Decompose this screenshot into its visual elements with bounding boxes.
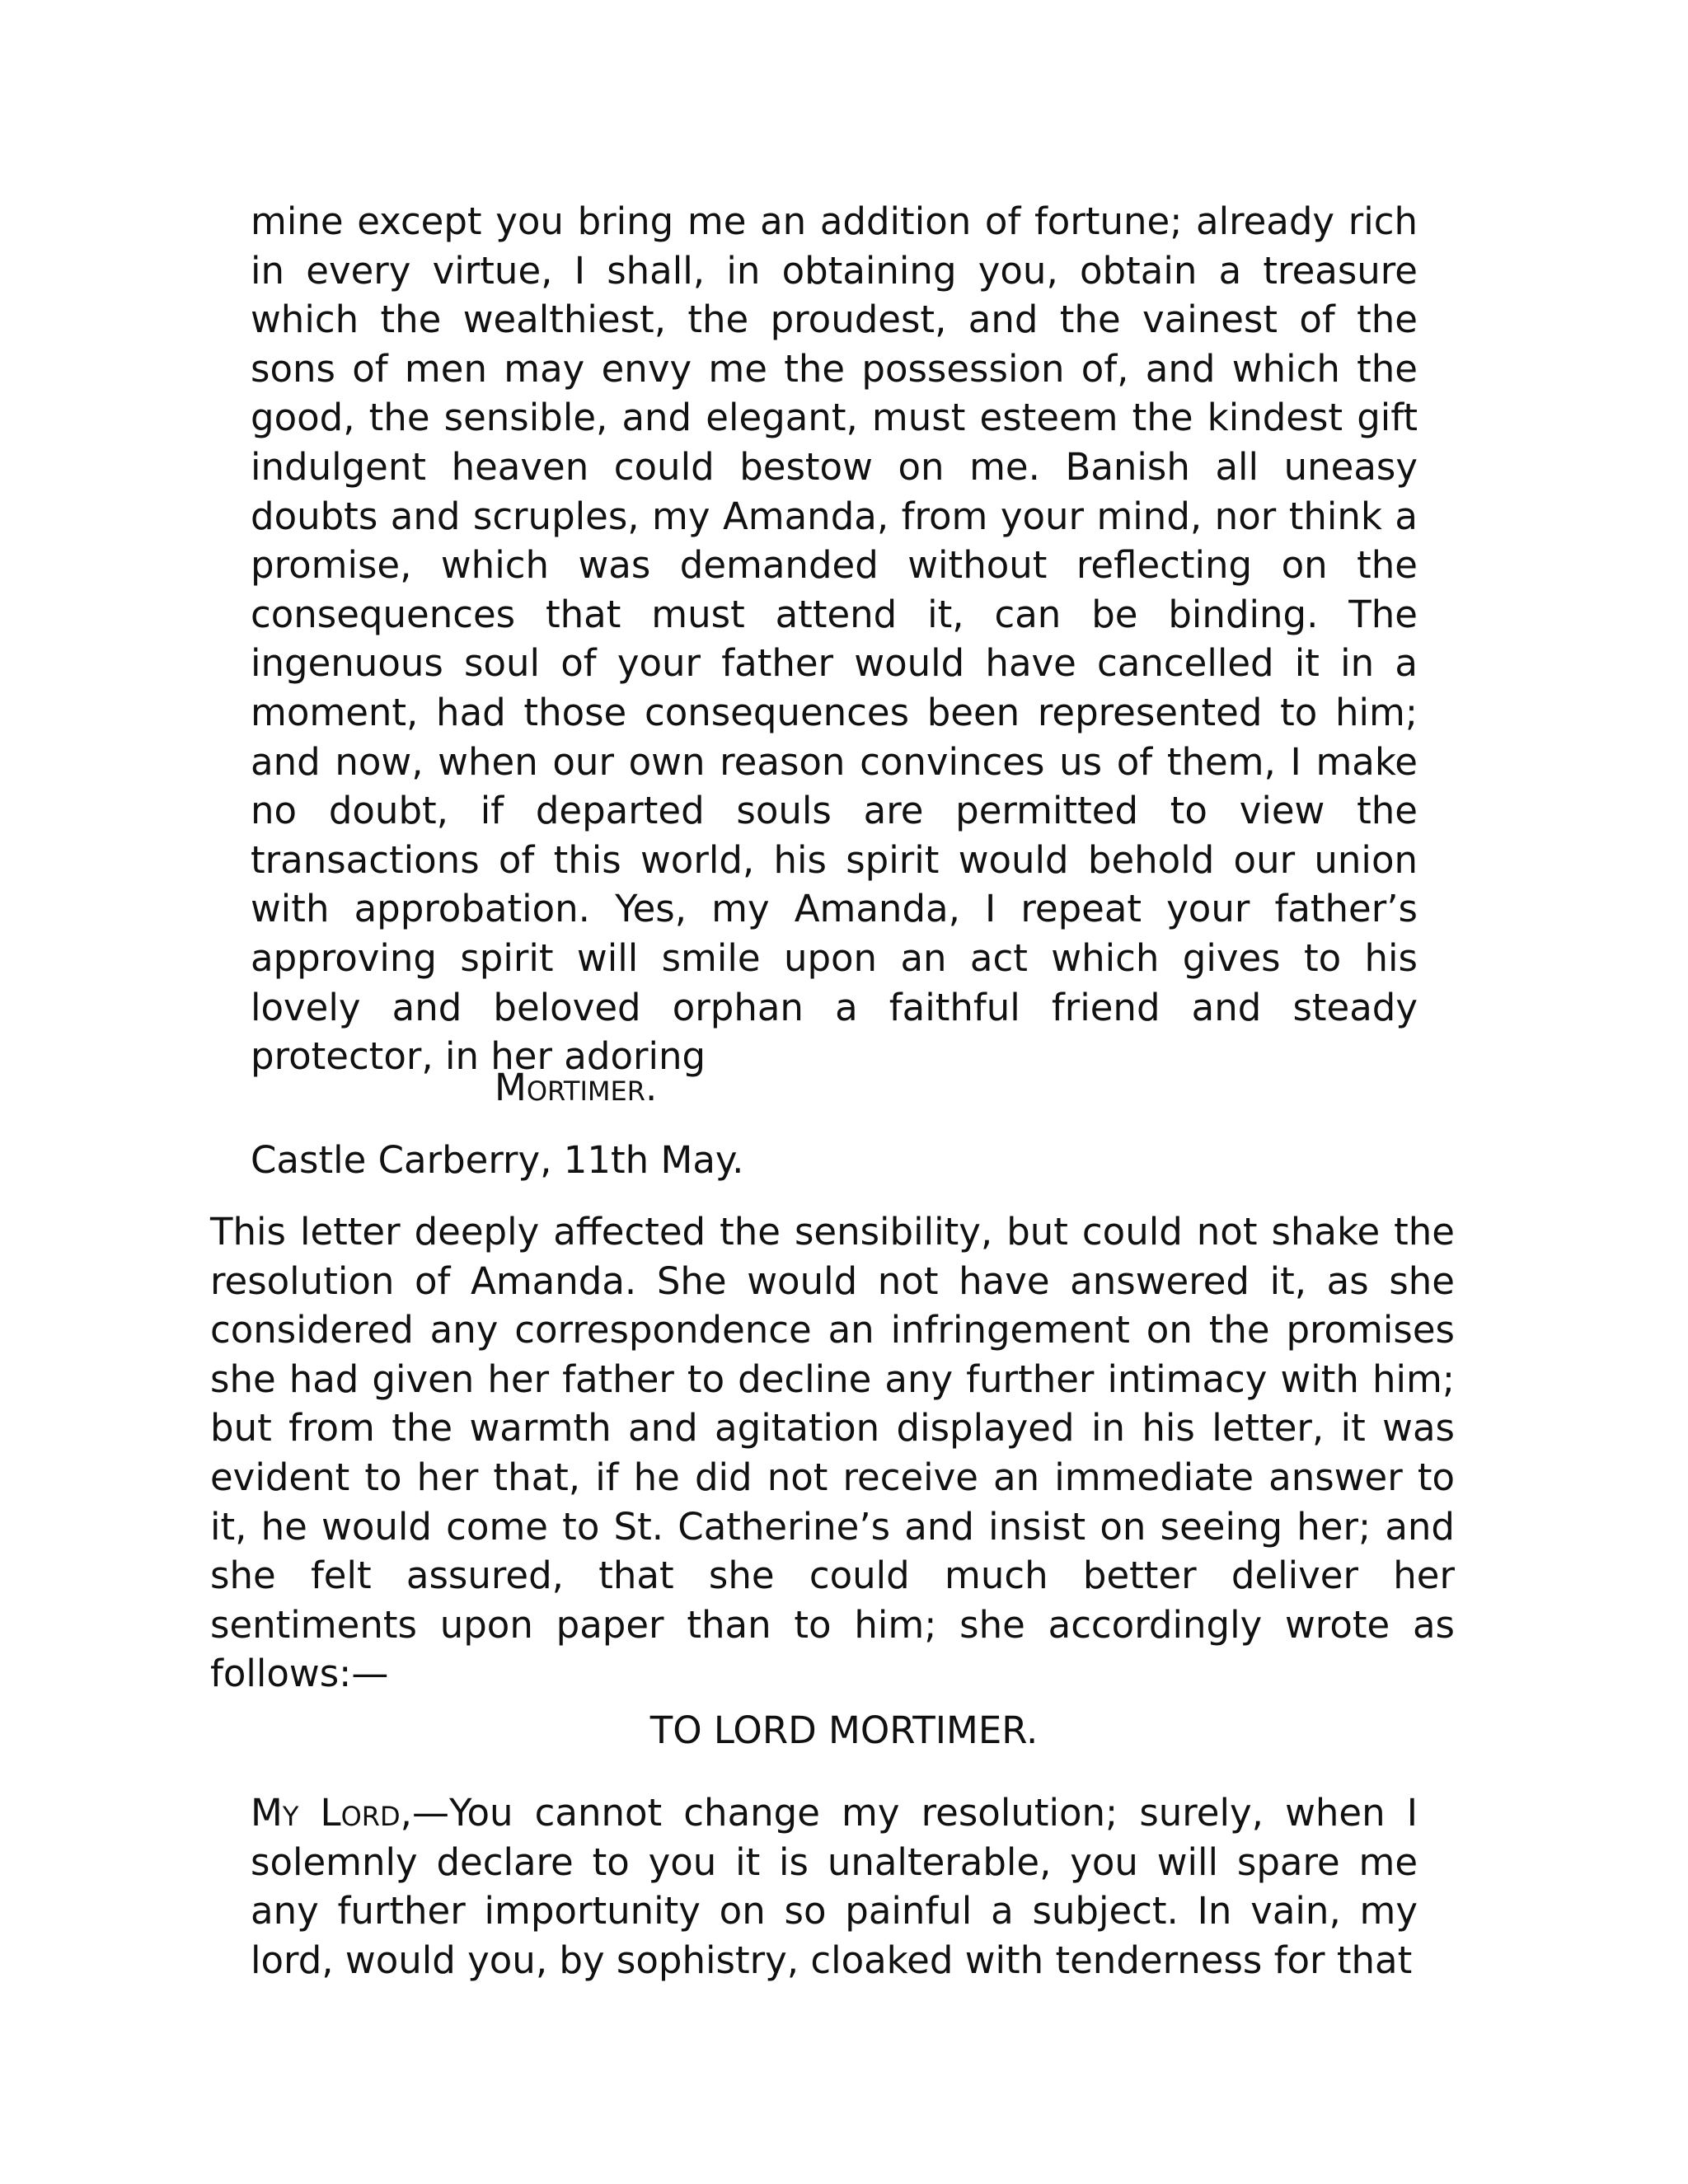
signature-name: Mortimer [495,1066,645,1109]
signature-punctuation: . [645,1066,658,1109]
letter-heading: TO LORD MORTIMER. [649,1708,1039,1752]
letter-place-date: Castle Carberry, 11th May. [251,1138,744,1182]
letter-opening [251,1788,1418,1985]
letter-body-text: mine except you bring me an addition of fortune; already rich in every virtue, I shall, in obtaining you, obtain a treasure which the wealthiest, the proudest, and the vainest of the sons of men may envy me the possession of, and which the good, the sensible, and elegant, must esteem the kindest gift indulgent heaven could bestow on me. Banish all uneasy doubts and scruples, my Amanda, from your mind, nor think a promise, which was demanded without reflecting on the consequences that must attend it, can be binding. The ingenuous soul of your father would have cancelled it in a moment, had those consequences been represented to him; and now, when our own reason convinces us of them, I make no doubt, if departed souls are permitted to view the transactions of this world, his spirit would behold our union with approbation. Yes, my Amanda, I repeat your father’s approving spirit will smile upon an act which gives to his lovely and beloved orphan a faithful friend and steady protector, in her adoring [251,199,1418,1079]
letter-signature [495,1063,657,1113]
letter-salutation: My Lord, [251,1791,412,1835]
letter-opening-text: —You cannot change my resolution; surely, when I solemnly declare to you it is unalterable, you will spare me any further importunity on so painful a subject. In vain, my lord, would you, by sophistry, cloaked with tenderness for that [251,1791,1418,1982]
narrative-paragraph: This letter deeply affected the sensibility, but could not shake the resolution of Amanda. She would not have answered it, as she considered any correspondence an infringement on the promises she had given her father to decline any further intimacy with him; but from the warmth and agitation displayed in his letter, it was evident to her that, if he did not receive an immediate answer to it, he would come to St. Catherine’s and insist on seeing her; and she felt assured, that she could much better deliver her sentiments upon paper than to him; she accordingly wrote as follows:— [210,1210,1455,1696]
letter-body-continued [251,197,1418,1081]
